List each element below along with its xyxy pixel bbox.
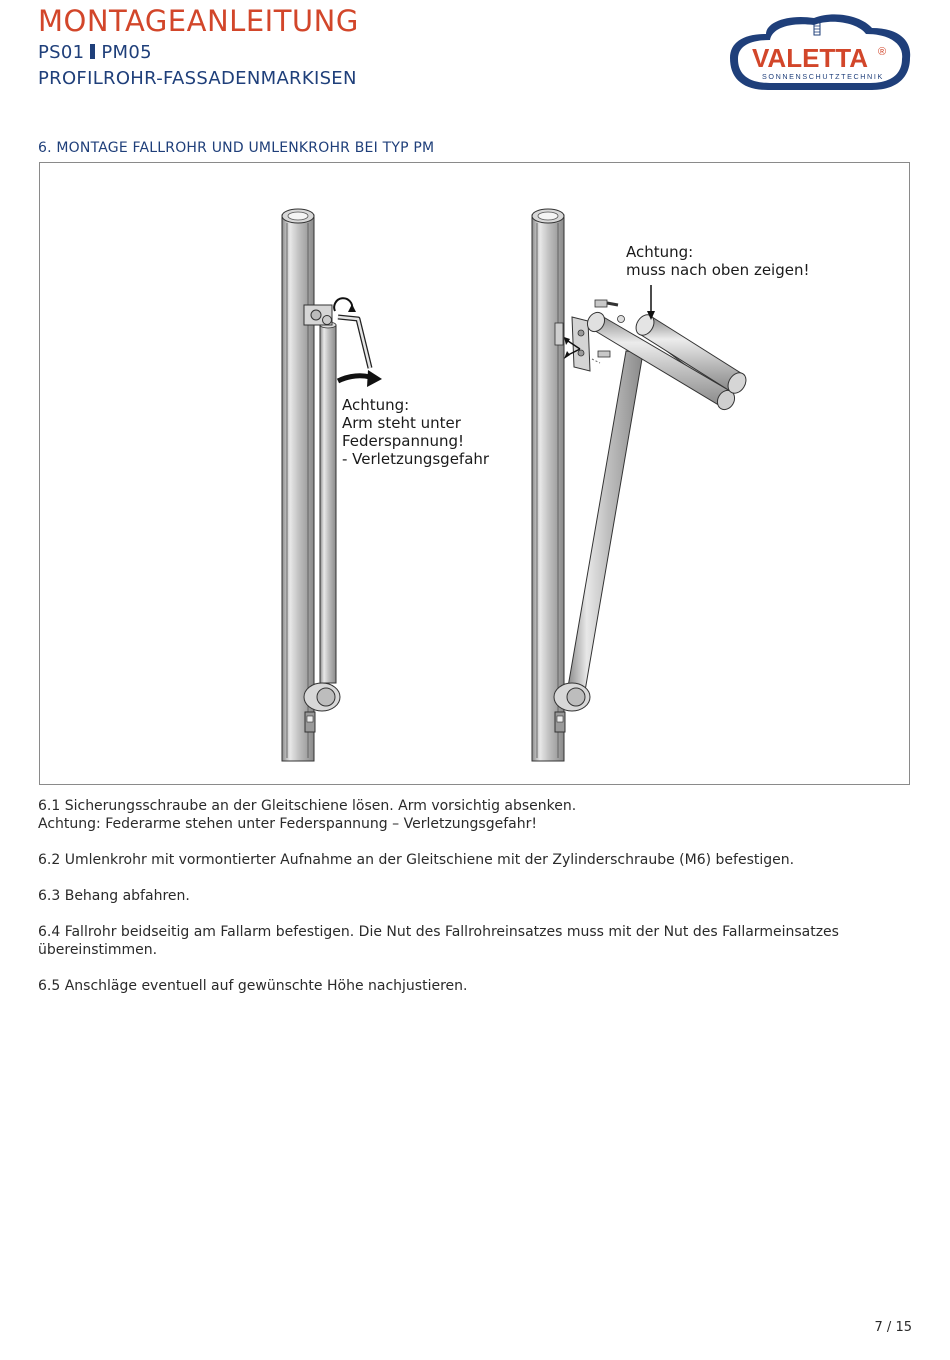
step-text: 6.1 Sicherungsschraube an der Gleitschiene lösen. Arm vorsichtig absenken. xyxy=(38,798,577,814)
logo-brand-text: VALETTA xyxy=(752,43,869,73)
lower-arm-arrow-icon xyxy=(338,370,382,387)
callout-line: Federspannung! xyxy=(342,432,465,450)
model-b: PM05 xyxy=(101,42,152,63)
callout-line: Arm steht unter xyxy=(342,414,461,432)
step-text: 6.2 Umlenkrohr mit vormontierter Aufnahme an der Gleitschiene mit der Zylinderschraube (M6) befestigen. xyxy=(38,852,795,868)
step-6-4 xyxy=(38,923,918,959)
step-text: 6.5 Anschläge eventuell auf gewünschte Höhe nachjustieren. xyxy=(38,978,468,994)
instruction-steps xyxy=(38,797,918,1013)
valetta-logo xyxy=(726,12,914,96)
hex-key-icon xyxy=(334,298,370,368)
callout-spring-warning xyxy=(342,396,489,468)
document-subtitle: PROFILROHR-FASSADENMARKISEN xyxy=(38,68,357,89)
model-a: PS01 xyxy=(38,42,85,63)
step-6-2 xyxy=(38,851,918,869)
logo-tagline: SONNENSCHUTZTECHNIK xyxy=(762,72,884,81)
step-6-5 xyxy=(38,977,918,995)
right-fall-arm xyxy=(554,351,643,732)
callout-line: muss nach oben zeigen! xyxy=(626,261,810,279)
document-title: MONTAGEANLEITUNG xyxy=(38,4,359,38)
separator-bar xyxy=(90,44,95,59)
securing-screw xyxy=(323,316,332,325)
callout-orientation-warning xyxy=(626,243,809,279)
callout-line: - Verletzungsgefahr xyxy=(342,450,490,468)
model-line xyxy=(38,42,152,63)
left-guide-pole xyxy=(282,209,314,761)
step-warning-text: Achtung: Federarme stehen unter Federspannung – Verletzungsgefahr! xyxy=(38,816,537,832)
logo-badge xyxy=(726,12,914,96)
page-number: 7 / 15 xyxy=(874,1320,912,1335)
section-title: 6. MONTAGE FALLROHR UND UMLENKROHR BEI TYP PM xyxy=(38,140,435,156)
installation-figure xyxy=(39,162,910,785)
logo-registered: ® xyxy=(878,46,887,58)
callout-line: Achtung: xyxy=(626,243,694,261)
step-6-3 xyxy=(38,887,918,905)
step-6-1 xyxy=(38,797,918,833)
mounting-bracket xyxy=(564,317,590,371)
step-text: 6.3 Behang abfahren. xyxy=(38,888,190,904)
step-text: 6.4 Fallrohr beidseitig am Fallarm befestigen. Die Nut des Fallrohreinsatzes muss mit der Nut des Fallarmeinsatzes übereinstimmen. xyxy=(38,924,839,958)
right-guide-pole xyxy=(532,209,564,761)
callout-line: Achtung: xyxy=(342,396,410,414)
